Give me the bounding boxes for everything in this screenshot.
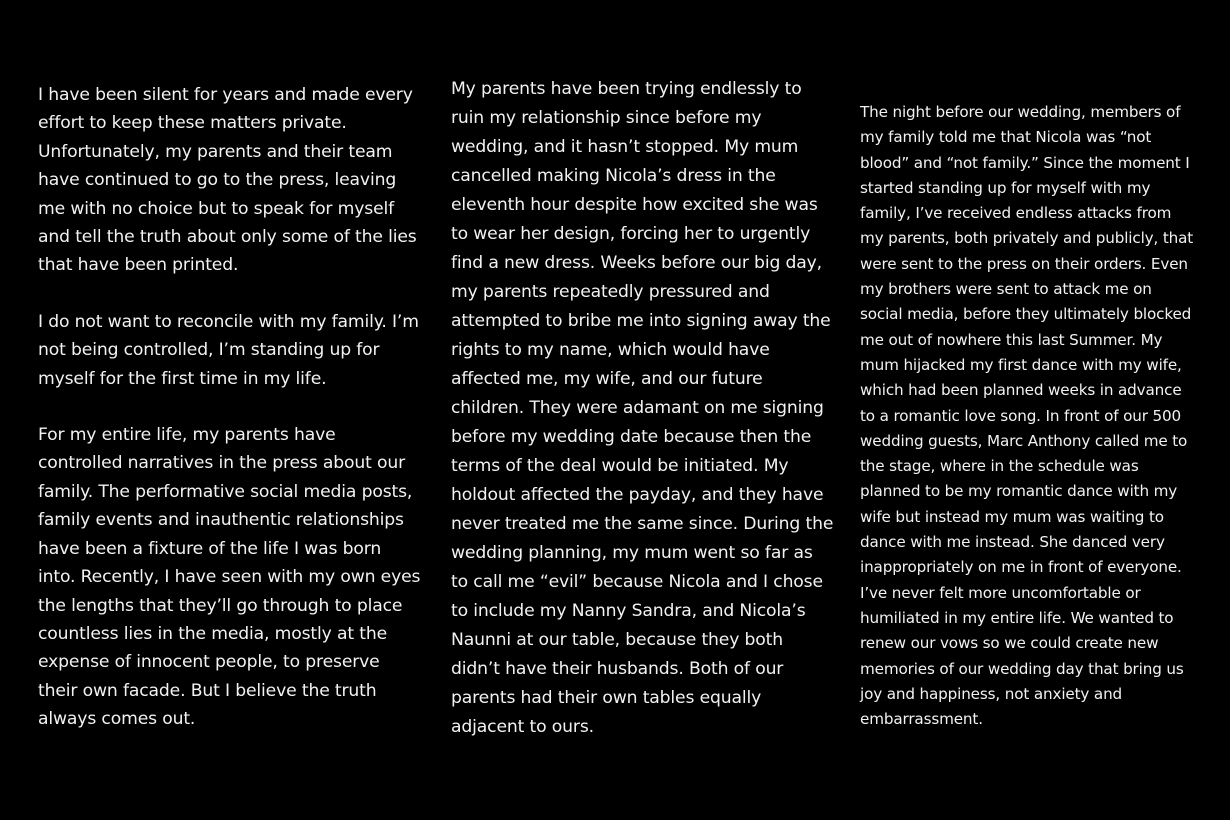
text-line: rights to my name, which would have bbox=[451, 340, 770, 360]
text-line: family events and inauthentic relationships bbox=[38, 510, 404, 531]
paragraph-gap bbox=[38, 393, 420, 421]
text-line: never treated me the same since. During the bbox=[451, 514, 834, 534]
text-line: to call me “evil” because Nicola and I chose bbox=[451, 572, 823, 592]
text-line: have continued to go to the press, leaving bbox=[38, 170, 397, 191]
text-line: terms of the deal would be initiated. My bbox=[451, 456, 789, 476]
panel-1-text bbox=[38, 81, 420, 734]
text-line: wedding guests, Marc Anthony called me to bbox=[860, 431, 1188, 450]
text-line: ruin my relationship since before my bbox=[451, 108, 762, 128]
text-line: wife but instead my mum was waiting to bbox=[860, 507, 1164, 526]
text-line: My parents have been trying endlessly to bbox=[451, 79, 802, 99]
text-line: have been a fixture of the life I was born bbox=[38, 538, 382, 559]
text-line: not being controlled, I’m standing up for bbox=[38, 340, 380, 361]
text-line: holdout affected the payday, and they have bbox=[451, 485, 824, 505]
statement-panel-1 bbox=[0, 0, 428, 820]
text-line: humiliated in my entire life. We wanted to bbox=[860, 608, 1174, 627]
text-line: the stage, where in the schedule was bbox=[860, 457, 1139, 476]
text-line: adjacent to ours. bbox=[451, 717, 594, 737]
text-line: Unfortunately, my parents and their team bbox=[38, 141, 393, 162]
text-line: inappropriately on me in front of everyone. bbox=[860, 558, 1182, 577]
panel-2-text bbox=[451, 75, 833, 742]
text-line: I do not want to reconcile with my family. I’m bbox=[38, 311, 419, 332]
panel-3-text bbox=[860, 100, 1193, 732]
text-line: wedding planning, my mum went so far as bbox=[451, 543, 813, 563]
text-line: joy and happiness, not anxiety and bbox=[860, 684, 1123, 703]
text-line: I have been silent for years and made every bbox=[38, 85, 413, 105]
text-line: my brothers were sent to attack me on bbox=[860, 280, 1152, 299]
text-line: controlled narratives in the press about our bbox=[38, 453, 406, 474]
text-line: myself for the first time in my life. bbox=[38, 368, 327, 389]
text-line: started standing up for myself with my bbox=[860, 178, 1151, 197]
text-line: my parents, both privately and publicly, that bbox=[860, 229, 1194, 248]
text-line: find a new dress. Weeks before our big day, bbox=[451, 253, 822, 273]
text-line: me out of nowhere this last Summer. My bbox=[860, 330, 1163, 349]
text-line: my family told me that Nicola was “not bbox=[860, 128, 1152, 147]
text-line: children. They were adamant on me signing bbox=[451, 398, 824, 418]
text-line: before my wedding date because then the bbox=[451, 427, 812, 447]
paragraph-gap bbox=[38, 280, 420, 308]
text-line: and tell the truth about only some of the lies bbox=[38, 227, 417, 248]
text-line: always comes out. bbox=[38, 709, 196, 730]
text-line: memories of our wedding day that bring us bbox=[860, 659, 1184, 678]
text-line: affected me, my wife, and our future bbox=[451, 369, 763, 389]
text-line: family, I’ve received endless attacks from bbox=[860, 204, 1172, 223]
text-line: The night before our wedding, members of bbox=[860, 103, 1181, 121]
statement-panel-3 bbox=[842, 0, 1230, 820]
text-line: me with no choice but to speak for myself bbox=[38, 198, 395, 219]
text-line: family. The performative social media posts, bbox=[38, 481, 413, 502]
text-line: the lengths that they’ll go through to place bbox=[38, 595, 403, 616]
text-line: dance with me instead. She danced very bbox=[860, 533, 1165, 552]
text-line: cancelled making Nicola’s dress in the bbox=[451, 166, 776, 186]
text-line: that have been printed. bbox=[38, 255, 239, 276]
text-line: expense of innocent people, to preserve bbox=[38, 652, 380, 673]
text-line: which had been planned weeks in advance bbox=[860, 381, 1182, 400]
text-line: to include my Nanny Sandra, and Nicola’s bbox=[451, 601, 806, 621]
text-line: attempted to bribe me into signing away the bbox=[451, 311, 831, 331]
text-line: my parents repeatedly pressured and bbox=[451, 282, 770, 302]
text-line: eleventh hour despite how excited she was bbox=[451, 195, 818, 215]
text-line: effort to keep these matters private. bbox=[38, 113, 347, 134]
text-line: countless lies in the media, mostly at the bbox=[38, 623, 388, 644]
text-line: their own facade. But I believe the truth bbox=[38, 680, 377, 701]
text-line: Naunni at our table, because they both bbox=[451, 630, 783, 650]
text-line: planned to be my romantic dance with my bbox=[860, 482, 1178, 501]
text-line: renew our vows so we could create new bbox=[860, 634, 1159, 653]
text-line: I’ve never felt more uncomfortable or bbox=[860, 583, 1141, 602]
text-line: to a romantic love song. In front of our 500 bbox=[860, 406, 1182, 425]
text-line: blood” and “not family.” Since the moment I bbox=[860, 153, 1190, 172]
text-line: to wear her design, forcing her to urgently bbox=[451, 224, 811, 244]
text-line: didn’t have their husbands. Both of our bbox=[451, 659, 784, 679]
text-line: For my entire life, my parents have bbox=[38, 425, 336, 446]
text-line: mum hijacked my first dance with my wife, bbox=[860, 355, 1182, 374]
text-line: wedding, and it hasn’t stopped. My mum bbox=[451, 137, 799, 157]
text-line: were sent to the press on their orders. Even bbox=[860, 254, 1188, 273]
text-line: parents had their own tables equally bbox=[451, 688, 762, 708]
statement-panel-2 bbox=[430, 0, 840, 820]
text-line: embarrassment. bbox=[860, 710, 983, 729]
text-line: social media, before they ultimately blocked bbox=[860, 305, 1192, 324]
text-line: into. Recently, I have seen with my own eyes bbox=[38, 567, 421, 588]
